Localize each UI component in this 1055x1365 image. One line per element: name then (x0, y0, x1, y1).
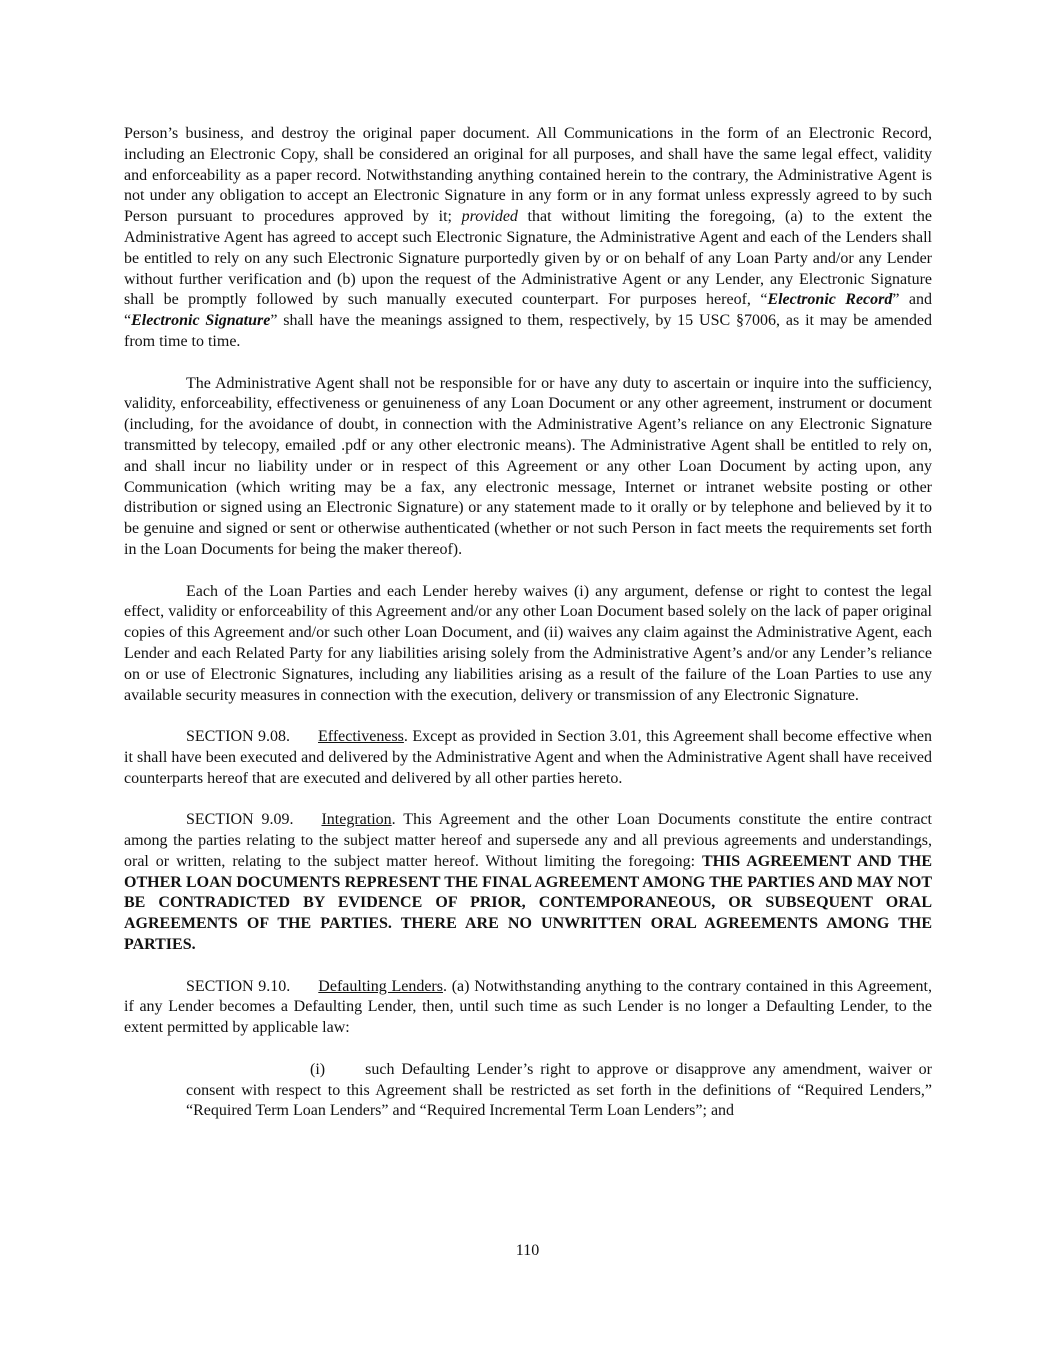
section-9-09: SECTION 9.09. Integration. This Agreement and the other Loan Documents constitute the entire contract among the parties relating to the subject matter hereof and supersede any and all previous agreements and understandings, oral or written, relating to the subject matter hereof. Without limiting the foregoing: THIS AGREEMENT AND THE OTHER LOAN DOCUMENTS REPRESENT THE FINAL AGREEMENT AMONG THE PARTIES AND MAY NOT BE CONTRADICTED BY EVIDENCE OF PRIOR, CONTEMPORANEOUS, OR SUBSEQUENT ORAL AGREEMENTS OF THE PARTIES. THERE ARE NO UNWRITTEN ORAL AGREEMENTS AMONG THE PARTIES. (124, 811, 933, 954)
page-number: 110 (515, 1242, 540, 1259)
section-heading: Effectiveness (318, 728, 404, 746)
defined-term-electronic-signature: Electronic Signature (131, 312, 271, 330)
clause-label: (i) (310, 1060, 326, 1078)
provided-term: provided (461, 208, 518, 226)
defined-term-electronic-record: Electronic Record (767, 291, 893, 309)
paragraph-agent-reliance: The Administrative Agent shall not be responsible for or have any duty to ascertain or inquire into the sufficiency, validity, enforceability, effectiveness or genuineness of any Loan Document or any other agreement, instrument or document (including, for the avoidance of doubt, in connection with the Administrative Agent’s reliance on any Electronic Signature transmitted by telecopy, emailed .pdf or any other electronic means). The Administrative Agent shall be entitled to rely on, and shall incur no liability under or in respect of this Agreement or any other Loan Document by acting upon, any Communication (which writing may be a fax, any electronic message, Internet or intranet website posting or other distribution or signed using an Electronic Signature) or any statement made to it orally or by telephone and believed by it to be genuine and signed or sent or otherwise authenticated (whether or not such Person in fact meets the requirements set forth in the Loan Documents for being the maker thereof). (124, 374, 932, 558)
section-number: SECTION 9.10. (186, 977, 291, 995)
page-body (124, 124, 932, 1143)
section-9-10: SECTION 9.10. Defaulting Lenders. (a) Notwithstanding anything to the contrary contained in this Agreement, if any Lender becomes a Defaulting Lender, then, until such time as such Lender is no longer a Defaulting Lender, to the extent permitted by applicable law: (124, 977, 932, 1037)
integration-bold-statement: THIS AGREEMENT AND THE OTHER LOAN DOCUMENTS REPRESENT THE FINAL AGREEMENT AMONG THE PARTIES AND MAY NOT BE CONTRADICTED BY EVIDENCE OF PRIOR, CONTEMPORANEOUS, OR SUBSEQUENT ORAL AGREEMENTS OF THE PARTIES. THERE ARE NO UNWRITTEN ORAL AGREEMENTS AMONG THE PARTIES. (124, 852, 933, 954)
paragraph-waiver: Each of the Loan Parties and each Lender hereby waives (i) any argument, defense or right to contest the legal effect, validity or enforceability of this Agreement and/or any other Loan Document based solely on the lack of paper original copies of this Agreement and/or such other Loan Document, and (ii) waives any claim against the Administrative Agent, each Lender and each Related Party for any liabilities arising solely from the Administrative Agent’s and/or any Lender’s reliance on or use of Electronic Signatures, including any liabilities arising as a result of the failure of the Loan Parties to use any available security measures in connection with the execution, delivery or transmission of any Electronic Signature. (124, 582, 932, 704)
section-number: SECTION 9.09. (186, 811, 294, 829)
section-heading: Integration (321, 811, 392, 829)
clause-i: (i) such Defaulting Lender’s right to approve or disapprove any amendment, waiver or consent with respect to this Agreement shall be restricted as set forth in the definitions of “Required Lenders,” “Required Term Loan Lenders” and “Required Incremental Term Loan Lenders”; and (186, 1060, 932, 1120)
section-9-08: SECTION 9.08. Effectiveness. Except as provided in Section 3.01, this Agreement shall become effective when it shall have been executed and delivered by the Administrative Agent and when the Administrative Agent shall have received counterparts hereof that are executed and delivered by all other parties hereto. (124, 728, 932, 787)
paragraph-electronic-records: Person’s business, and destroy the original paper document. All Communications in the form of an Electronic Record, including an Electronic Copy, shall be considered an original for all purposes, and shall have the same legal effect, validity and enforceability as a paper record. Notwithstanding anything contained herein to the contrary, the Administrative Agent is not under any obligation to accept an Electronic Signature in any form or in any format unless expressly agreed to by such Person pursuant to procedures approved by it; provided that without limiting the foregoing, (a) to the extent the Administrative Agent has agreed to accept such Electronic Signature, the Administrative Agent and each of the Lenders shall be entitled to rely on any such Electronic Signature purportedly given by or on behalf of any Loan Party and/or any Lender without further verification and (b) upon the request of the Administrative Agent or any Lender, any Electronic Signature shall be promptly followed by such manually executed counterpart. For purposes hereof, “Electronic Record” and “Electronic Signature” shall have the meanings assigned to them, respectively, by 15 USC §7006, as it may be amended from time to time. (124, 125, 933, 350)
section-heading: Defaulting Lenders (318, 977, 443, 995)
section-number: SECTION 9.08. (186, 728, 291, 746)
